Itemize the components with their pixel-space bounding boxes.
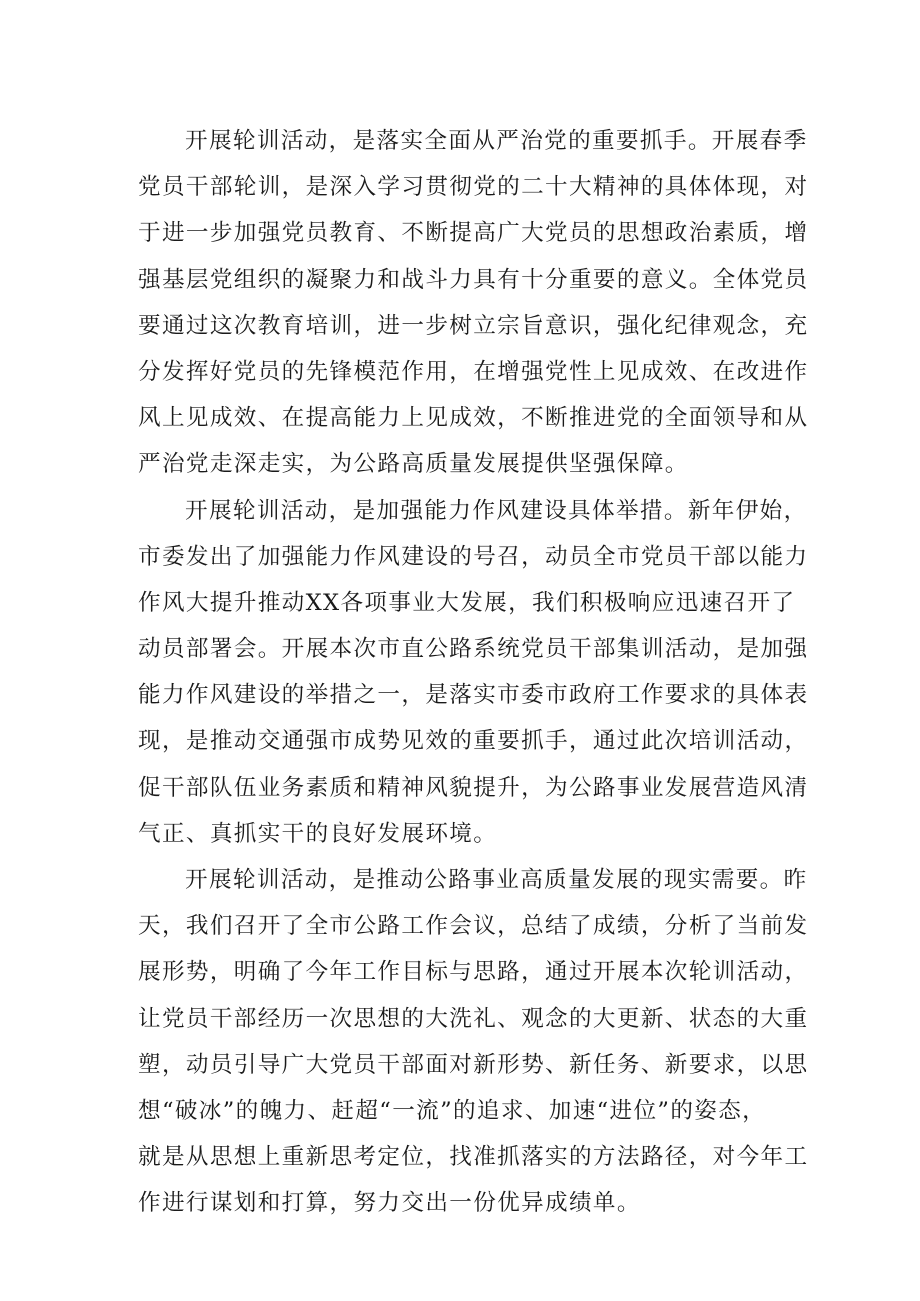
paragraph-line: 风上见成效、在提高能力上见成效，不断推进党的全面领导和从 bbox=[138, 405, 809, 432]
paragraph-line: 动员部署会。开展本次市直公路系统党员干部集训活动，是加强 bbox=[138, 636, 809, 663]
document-body bbox=[138, 118, 809, 1227]
paragraph-line: 作风大提升推动XX各项事业大发展，我们积极响应迅速召开了 bbox=[138, 589, 796, 616]
paragraph-line: 天，我们召开了全市公路工作会议，总结了成绩，分析了当前发 bbox=[138, 913, 809, 940]
paragraph-line: 开展轮训活动，是加强能力作风建设具体举措。新年伊始， bbox=[185, 497, 808, 524]
paragraph-1 bbox=[138, 118, 809, 488]
paragraph-line: 想“破冰”的魄力、赶超“一流”的追求、加速“进位”的姿态， bbox=[138, 1097, 767, 1124]
paragraph-line: 开展轮训活动，是推动公路事业高质量发展的现实需要。昨 bbox=[185, 867, 808, 893]
paragraph-line: 分发挥好党员的先锋模范作用，在增强党性上见成效、在改进作 bbox=[138, 358, 809, 385]
paragraph-line: 让党员干部经历一次思想的大洗礼、观念的大更新、状态的大重 bbox=[138, 1005, 809, 1032]
paragraph-line: 气正、真抓实干的良好发展环境。 bbox=[138, 820, 498, 847]
paragraph-line: 就是从思想上重新思考定位，找准抓落实的方法路径，对今年工 bbox=[138, 1144, 809, 1171]
paragraph-line: 促干部队伍业务素质和精神风貌提升，为公路事业发展营造风清 bbox=[138, 774, 809, 801]
paragraph-line: 强基层党组织的凝聚力和战斗力具有十分重要的意义。全体党员 bbox=[138, 266, 809, 293]
paragraph-2 bbox=[138, 488, 809, 858]
paragraph-line: 党员干部轮训，是深入学习贯彻党的二十大精神的具体体现，对 bbox=[138, 174, 809, 201]
paragraph-line: 严治党走深走实，为公路高质量发展提供坚强保障。 bbox=[138, 451, 689, 478]
paragraph-line: 能力作风建设的举措之一，是落实市委市政府工作要求的具体表 bbox=[138, 682, 809, 709]
paragraph-line: 市委发出了加强能力作风建设的号召，动员全市党员干部以能力 bbox=[138, 543, 809, 570]
paragraph-line: 现，是推动交通强市成势见效的重要抓手，通过此次培训活动， bbox=[138, 728, 809, 755]
paragraph-line: 于进一步加强党员教育、不断提高广大党员的思想政治素质，增 bbox=[138, 220, 809, 247]
paragraph-line: 展形势，明确了今年工作目标与思路，通过开展本次轮训活动， bbox=[138, 959, 809, 986]
paragraph-line: 开展轮训活动，是落实全面从严治党的重要抓手。开展春季 bbox=[185, 128, 808, 154]
paragraph-3 bbox=[138, 857, 809, 1227]
paragraph-line: 作进行谋划和打算，努力交出一份优异成绩单。 bbox=[138, 1190, 641, 1217]
paragraph-line: 塑，动员引导广大党员干部面对新形势、新任务、新要求，以思 bbox=[138, 1051, 809, 1078]
paragraph-line: 要通过这次教育培训，进一步树立宗旨意识，强化纪律观念，充 bbox=[138, 312, 809, 339]
